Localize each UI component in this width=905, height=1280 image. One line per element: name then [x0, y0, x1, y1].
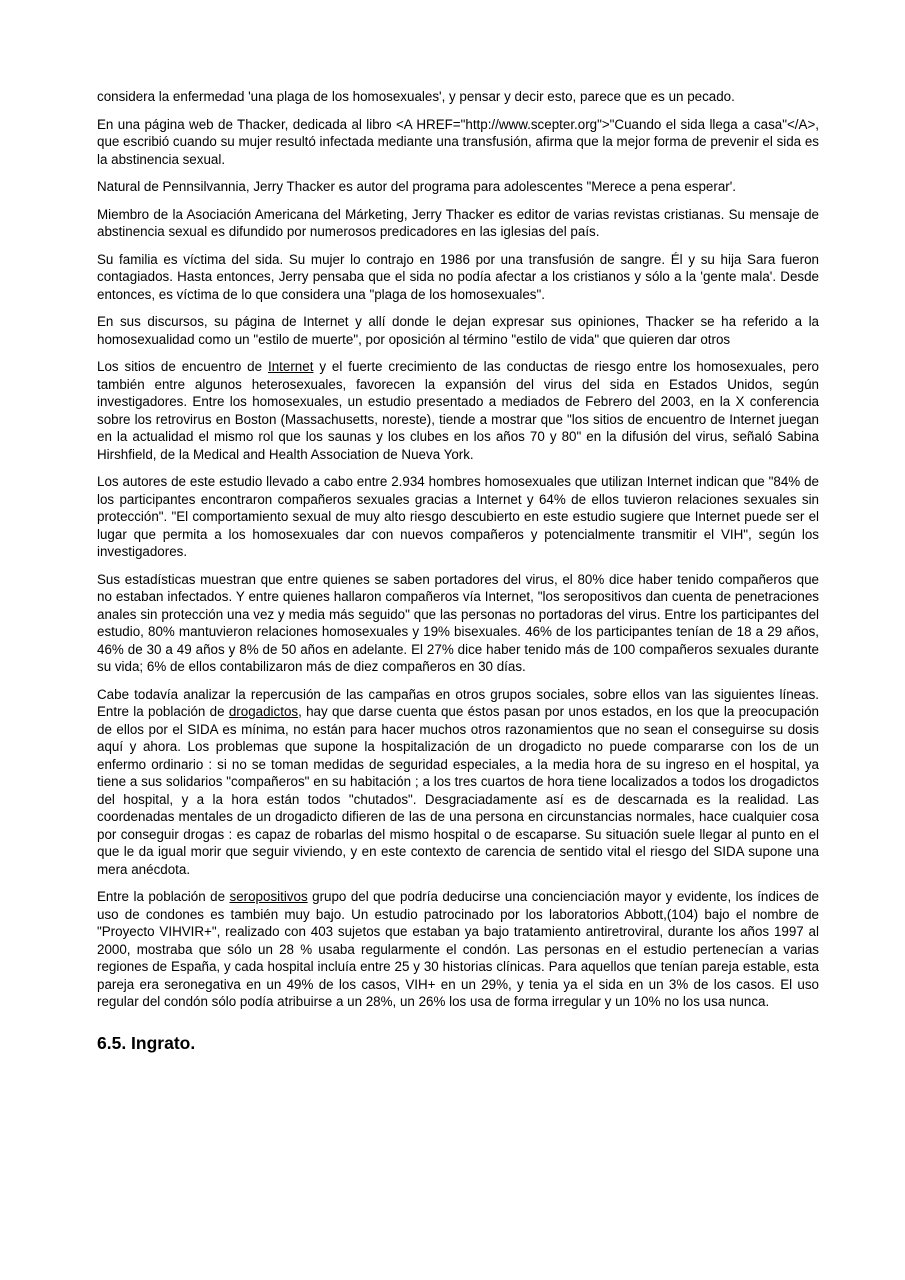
paragraph	[97, 888, 819, 1011]
paragraph	[97, 206, 819, 241]
text-segment: En una página web de Thacker, dedicada al libro <A HREF="http://www.scepter.org">"Cuando el sida llega a casa"</A>, que escribió cuando su mujer resultó infectada mediante una transfusión, afirma que la mejor forma de prevenir el sida es la abstinencia sexual.	[97, 116, 819, 167]
document-body	[97, 88, 819, 1011]
underlined-term: seropositivos	[229, 889, 308, 904]
paragraph	[97, 686, 819, 879]
paragraph	[97, 178, 819, 196]
text-segment: Los autores de este estudio llevado a cabo entre 2.934 hombres homosexuales que utilizan Internet indican que "84% de los participantes encontraron compañeros sexuales gracias a Internet y 64% de ellos tuvieron relaciones sexuales sin protección". "El comportamiento sexual de muy alto riesgo descubierto en este estudio sugiere que Internet puede ser el lugar que permita a los homosexuales dar con nuevos compañeros y potencialmente transmitir el VIH", según los investigadores.	[97, 474, 819, 559]
underlined-term: drogadictos	[228, 704, 299, 719]
paragraph	[97, 88, 819, 106]
paragraph	[97, 116, 819, 169]
text-segment: Entre la población de	[97, 889, 230, 904]
text-segment: , hay que darse cuenta que éstos pasan por unos estados, en los que la preocupación de ellos por el SIDA es mínima, no están para hacer muchos otros razonamientos que no sean el conseguirse su dosis aquí y ahora. Los problemas que supone la hospitalización de un drogadicto no puede compararse con los de un enfermo ordinario : si no se toman medidas de seguridad especiales, a la media hora de su ingreso en el hospital, ya tiene a sus solidarios "compañeros" en su habitación ; a los tres cuartos de hora tiene localizados a todos los drogadictos del hospital, y a la hora están todos "chutados". Desgraciadamente así es de descarnada es la realidad. Las coordenadas mentales de un drogadicto difieren de las de una persona en circunstancias normales, hace cualquier cosa por conseguir drogas : es capaz de robarlas del mismo hospital o de escaparse. Su situación suele llegar al punto en el que le da igual morir que seguir viviendo, y en este contexto de carencia de sentido vital el riesgo del SIDA supone una mera anécdota.	[97, 704, 819, 877]
paragraph	[97, 251, 819, 304]
text-segment: considera la enfermedad 'una plaga de los homosexuales', y pensar y decir esto, parece que es un pecado.	[97, 89, 735, 104]
text-segment: Miembro de la Asociación Americana del Márketing, Jerry Thacker es editor de varias revistas cristianas. Su mensaje de abstinencia sexual es difundido por numerosos predicadores en las iglesias del país.	[97, 206, 819, 239]
text-segment: Su familia es víctima del sida. Su mujer lo contrajo en 1986 por una transfusión de sangre. Él y su hija Sara fueron contagiados. Hasta entonces, Jerry pensaba que el sida no podía afectar a los cristianos y sólo a la 'gente mala'. Desde entonces, es víctima de lo que considera una "plaga de los homosexuales".	[97, 251, 819, 302]
paragraph	[97, 313, 819, 348]
text-segment: Natural de Pennsilvannia, Jerry Thacker es autor del programa para adolescentes "Merece a pena esperar'.	[97, 179, 737, 194]
paragraph	[97, 358, 819, 463]
text-segment: En sus discursos, su página de Internet y allí donde le dejan expresar sus opiniones, Thacker se ha referido a la homosexualidad como un "estilo de muerte", por oposición al término "estilo de vida" que quieren dar otros	[97, 314, 819, 347]
text-segment: Sus estadísticas muestran que entre quienes se saben portadores del virus, el 80% dice haber tenido compañeros que no estaban infectados. Y entre quienes hallaron compañeros vía Internet, "los seropositivos dan cuenta de penetraciones anales sin protección una vez y media más seguido" que las personas no portadoras del virus. Entre los participantes del estudio, 80% mantuvieron relaciones homosexuales y 19% bisexuales. 46% de los participantes tenían de 18 a 29 años, 46% de 30 a 49 años y 8% de 50 años en adelante. El 27% dice haber tenido más de 100 compañeros sexuales durante su vida; 6% de ellos contabilizaron más de diez compañeros en 30 días.	[97, 571, 819, 674]
section-heading: 6.5. Ingrato.	[97, 1032, 196, 1053]
text-segment: grupo del que podría deducirse una concienciación mayor y evidente, los índices de uso de condones es también muy bajo. Un estudio patrocinado por los laboratorios Abbott,(104) bajo el nombre de "Proyecto VIHVIR+", realizado con 403 sujetos que estaban ya bajo tratamiento antiretroviral, durante los años 1997 al 2000, mostraba que sólo un 28 % usaba regularmente el condón. Las personas en el estudio pertenecían a varias regiones de España, y cada hospital incluía entre 25 y 30 historias clínicas. Para aquellos que tenían pareja estable, esta pareja era seronegativa en un 49% de los casos, VIH+ en un 29%, y tenia ya el sida en un 3% de los casos. El uso regular del condón sólo podía atribuirse a un 28%, un 26% los usa de forma irregular y un 10% no los usa nunca.	[97, 889, 819, 1009]
underlined-term: Internet	[268, 359, 314, 374]
text-segment: Cabe todavía analizar la repercusión de las campañas en otros grupos sociales, sobre ellos van las siguientes líneas. Entre la población de	[97, 686, 819, 719]
text-segment: Los sitios de encuentro de	[97, 359, 268, 374]
text-segment: y el fuerte crecimiento de las conductas de riesgo entre los homosexuales, pero también entre algunos heterosexuales, favorecen la expansión del virus del sida en Estados Unidos, según investigadores. Entre los homosexuales, un estudio presentado a mediados de Febrero del 2003, en la X conferencia sobre los retrovirus en Boston (Massachusetts, noreste), tiende a mostrar que "los sitios de encuentro de Internet juegan en la actualidad el mismo rol que los saunas y los clubes en los años 70 y 80" en la difusión del virus, señaló Sabina Hirshfield, de la Medical and Health Association de Nueva York.	[97, 359, 819, 462]
paragraph	[97, 571, 819, 676]
paragraph	[97, 473, 819, 561]
